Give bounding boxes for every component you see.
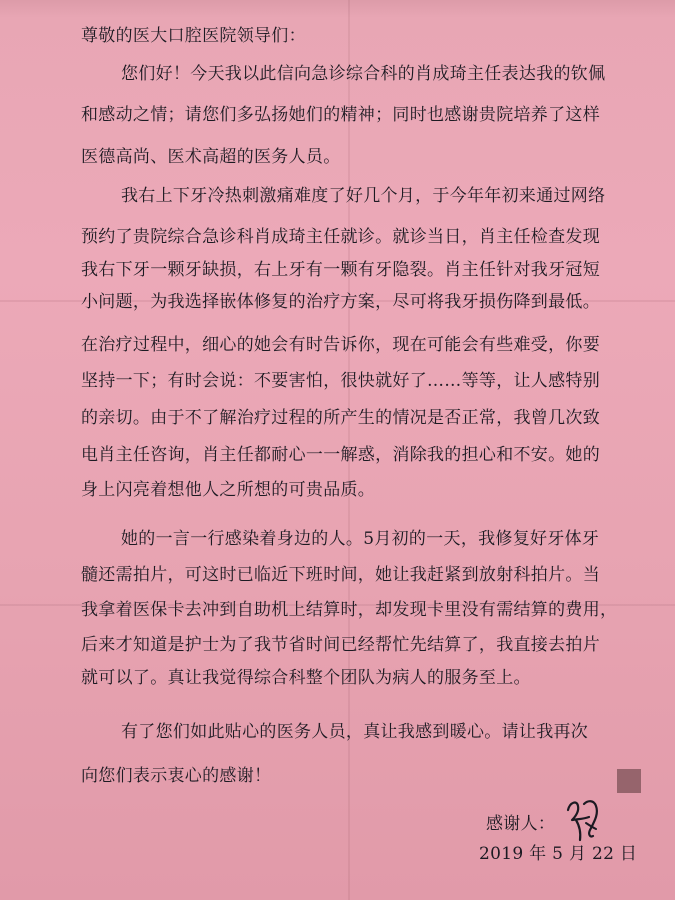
- paragraph-2-line-4: 小问题，为我选择嵌体修复的治疗方案，尽可将我牙损伤降到最低。: [81, 292, 600, 312]
- paragraph-3-line-2: 髓还需拍片，可这时已临近下班时间，她让我赶紧到放射科拍片。当: [81, 565, 600, 585]
- paragraph-4-line-2: 向您们表示衷心的感谢！: [81, 766, 272, 786]
- paragraph-2-line-9: 身上闪亮着想他人之所想的可贵品质。: [81, 480, 376, 500]
- paragraph-1-line-2: 和感动之情；请您们多弘扬她们的精神；同时也感谢贵院培养了这样: [81, 105, 600, 125]
- paragraph-3-line-3: 我拿着医保卡去冲到自助机上结算时，却发现卡里没有需结算的费用，: [81, 600, 618, 620]
- paragraph-4-line-1: 有了您们如此贴心的医务人员，真让我感到暖心。请让我再次: [121, 722, 589, 742]
- redacted-name-block: [617, 769, 641, 793]
- paragraph-2-line-7: 的亲切。由于不了解治疗过程的所产生的情况是否正常，我曾几次致: [81, 408, 600, 428]
- paper-shadow: [0, 0, 675, 18]
- paragraph-1-line-3: 医德高尚、医术高超的医务人员。: [81, 147, 341, 167]
- paragraph-3-line-1: 她的一言一行感染着身边的人。5月初的一天，我修复好牙体牙: [121, 529, 600, 549]
- paragraph-1-line-1: 您们好！今天我以此信向急诊综合科的肖成琦主任表达我的钦佩: [121, 64, 606, 84]
- paragraph-2-line-6: 坚持一下；有时会说：不要害怕，很快就好了……等等，让人感特别: [81, 371, 600, 391]
- paragraph-3-line-4: 后来才知道是护士为了我节省时间已经帮忙先结算了，我直接去拍片: [81, 635, 600, 655]
- paragraph-2-line-3: 我右下牙一颗牙缺损，右上牙有一颗有牙隐裂。肖主任针对我牙冠短: [81, 260, 600, 280]
- handwritten-signature: [560, 792, 606, 846]
- paragraph-2-line-2: 预约了贵院综合急诊科肖成琦主任就诊。就诊当日，肖主任检查发现: [81, 227, 600, 247]
- paragraph-3-line-5: 就可以了。真让我觉得综合科整个团队为病人的服务至上。: [81, 668, 531, 688]
- paragraph-2-line-5: 在治疗过程中，细心的她会有时告诉你，现在可能会有些难受，你要: [81, 335, 600, 355]
- signoff-label: 感谢人：: [486, 814, 556, 834]
- letter-date: 2019 年 5 月 22 日: [479, 844, 638, 864]
- paragraph-2-line-1: 我右上下牙冷热刺激痛难度了好几个月，于今年年初来通过网络: [121, 186, 606, 206]
- paragraph-2-line-8: 电肖主任咨询，肖主任都耐心一一解惑，消除我的担心和不安。她的: [81, 445, 600, 465]
- letter-greeting: 尊敬的医大口腔医院领导们：: [81, 26, 306, 46]
